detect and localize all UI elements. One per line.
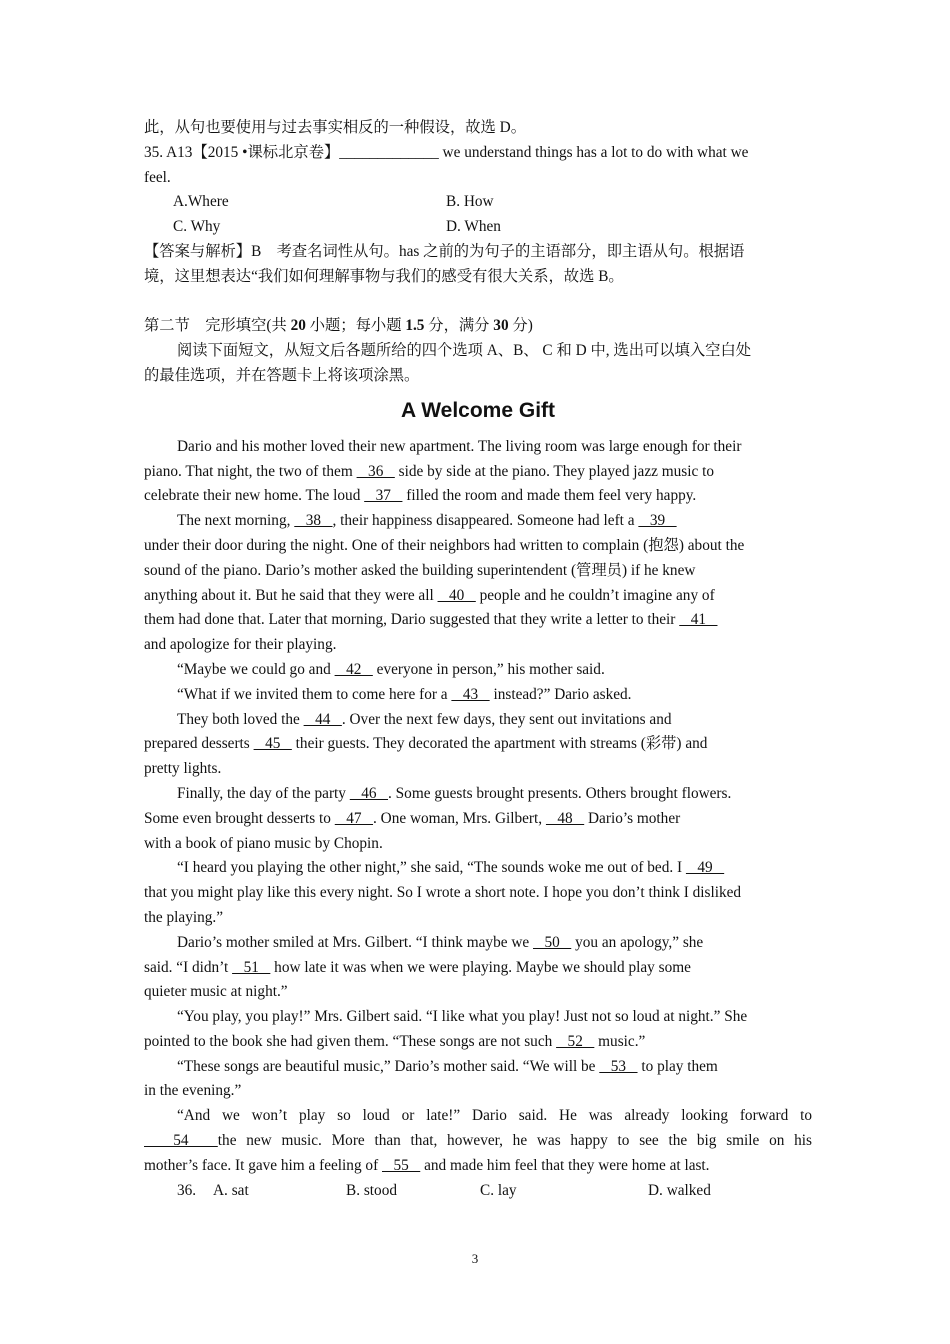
cloze-blank: 41 — [679, 611, 718, 629]
q35-stem-line2: feel. — [144, 168, 171, 186]
q34-analysis-tail: 此，从句也要使用与过去事实相反的一种假设，故选 D。 — [144, 119, 526, 136]
passage-line — [144, 1154, 812, 1179]
passage-text: piano. That night, the two of them — [144, 462, 357, 480]
passage-text: everyone in person,” his mother said. — [372, 660, 605, 678]
passage-line — [144, 732, 812, 757]
passage-text: with a book of piano music by Chopin. — [144, 834, 383, 852]
passage-line — [144, 658, 812, 683]
cloze-blank: 48 — [545, 809, 585, 827]
passage-text: how late it was when we were playing. Maybe we should play some — [270, 958, 691, 976]
passage-text: the new music. More than that, however, he was happy to see the big smile on his — [217, 1132, 812, 1150]
cloze-blank: 36 — [356, 462, 395, 480]
passage-text: pretty lights. — [144, 760, 222, 778]
q35-stem — [144, 141, 812, 166]
passage-text: pointed to the book she had given them. “These songs are not such — [144, 1032, 557, 1050]
passage-text: said. “I didn’t — [144, 958, 233, 976]
q36-option-c: C. lay — [480, 1181, 517, 1199]
passage-text: them had done that. Later that morning, Dario suggested that they write a letter to their — [144, 611, 680, 629]
cloze-blank: 43 — [451, 685, 490, 703]
q35-option-d: D. When — [446, 218, 501, 236]
cloze-blank: 55 — [382, 1156, 421, 1174]
passage-line — [144, 980, 812, 1005]
passage-text: filled the room and made them feel very happy. — [402, 487, 697, 505]
passage-line — [144, 906, 812, 931]
passage-text: Dario’s mother smiled at Mrs. Gilbert. “I think maybe we — [177, 933, 533, 951]
passage-line — [144, 832, 812, 857]
instruction-line1: 阅读下面短文，从短文后各题所给的四个选项 A、B、 C 和 D 中, 选出可以填入空白处 — [177, 342, 752, 360]
q36-option-b: B. stood — [346, 1181, 397, 1199]
passage-line — [144, 484, 812, 509]
passage-text: under their door during the night. One of their neighbors had written to complain (抱怨) about the — [144, 536, 745, 554]
cloze-blank: 45 — [253, 735, 292, 753]
passage-text: . Over the next few days, they sent out invitations and — [341, 710, 672, 728]
q35-analysis-line2: 境，这里想表达“我们如何理解事物与我们的感受有很大关系，故选 B。 — [144, 267, 624, 285]
heading-text: 小题；每小题 — [305, 317, 406, 335]
passage-text: and apologize for their playing. — [144, 636, 337, 654]
cloze-blank: 38 — [294, 512, 333, 530]
passage-text: to play them — [637, 1057, 718, 1075]
passage-line — [144, 881, 812, 906]
passage-text: Some even brought desserts to — [144, 809, 335, 827]
cloze-blank: 53 — [599, 1057, 638, 1075]
passage-line — [144, 683, 812, 708]
document-page — [144, 116, 812, 1203]
q35-options-row1 — [144, 190, 812, 215]
passage-line — [144, 460, 812, 485]
passage-line — [144, 608, 812, 633]
q36-number: 36. — [177, 1181, 197, 1199]
q35-option-a: A.Where — [173, 193, 229, 211]
passage-text: anything about it. But he said that they were all — [144, 586, 438, 604]
section-heading — [144, 314, 812, 339]
passage-text: their guests. They decorated the apartment with streams (彩带) and — [291, 735, 708, 753]
passage-text: , their happiness disappeared. Someone had left a — [332, 512, 639, 530]
passage-text: The next morning, — [177, 512, 295, 530]
q35-option-c: C. Why — [173, 218, 221, 236]
q35-options-row2 — [144, 215, 812, 240]
cloze-blank: 54 — [144, 1132, 218, 1150]
cloze-blank: 42 — [334, 660, 373, 678]
passage-line — [144, 782, 812, 807]
passage-line — [144, 1030, 812, 1055]
heading-total: 30 — [493, 317, 509, 335]
page-number: 3 — [471, 1251, 479, 1266]
passage-line — [144, 956, 812, 981]
passage-line — [144, 584, 812, 609]
q36-option-a: A. sat — [213, 1181, 249, 1199]
passage-text: celebrate their new home. The loud — [144, 487, 365, 505]
passage-line — [144, 435, 812, 460]
passage-text: “These songs are beautiful music,” Dario’s mother said. “We will be — [177, 1057, 600, 1075]
passage-text: They both loved the — [177, 710, 304, 728]
q36-options — [144, 1179, 812, 1204]
passage-text: . One woman, Mrs. Gilbert, — [373, 809, 546, 827]
passage-line — [144, 534, 812, 559]
passage-line — [144, 1055, 812, 1080]
passage-line — [144, 931, 812, 956]
passage-text: “You play, you play!” Mrs. Gilbert said. “I like what you play! Just not so loud at night.” She — [177, 1008, 748, 1026]
passage-line — [144, 757, 812, 782]
heading-text: 第二节 完形填空(共 — [144, 317, 291, 335]
cloze-blank: 40 — [437, 586, 476, 604]
passage-text: “What if we invited them to come here for a — [177, 685, 452, 703]
cloze-blank: 47 — [334, 809, 374, 827]
cloze-blank: 52 — [556, 1032, 595, 1050]
passage-line — [144, 1079, 812, 1104]
passage-line — [144, 1005, 812, 1030]
passage-text: “And we won’t play so loud or late!” Dario said. He was already looking forward to — [177, 1107, 812, 1125]
passage-line — [144, 559, 812, 584]
passage-line — [144, 856, 812, 881]
passage-text: people and he couldn’t imagine any of — [475, 586, 715, 604]
cloze-blank: 39 — [638, 512, 677, 530]
spacer — [144, 290, 812, 315]
passage-text: side by side at the piano. They played jazz music to — [394, 462, 714, 480]
cloze-blank: 51 — [232, 958, 271, 976]
passage-line — [144, 807, 812, 832]
passage-text: . Some guests brought presents. Others brought flowers. — [388, 784, 732, 802]
heading-text: 分，满分 — [424, 317, 494, 335]
cloze-blank: 44 — [303, 710, 342, 728]
q36-option-d: D. walked — [648, 1181, 711, 1199]
cloze-blank: 49 — [685, 859, 725, 877]
passage-line — [144, 1104, 812, 1129]
passage-text: the playing.” — [144, 908, 224, 926]
q35-prefix: 35. A13【2015 •课标北京卷】 — [144, 143, 340, 161]
cloze-blank: 50 — [533, 933, 572, 951]
passage-line — [144, 509, 812, 534]
q35-blank: _____________ — [339, 143, 439, 161]
passage-text: Dario and his mother loved their new apartment. The living room was large enough for their — [177, 437, 742, 455]
passage-line — [144, 708, 812, 733]
heading-text: 分) — [508, 317, 533, 335]
passage-title: A Welcome Gift — [400, 398, 556, 422]
passage-text: instead?” Dario asked. — [489, 685, 632, 703]
passage-text: sound of the piano. Dario’s mother asked the building superintendent (管理员) if he knew — [144, 561, 696, 579]
cloze-blank: 46 — [349, 784, 389, 802]
passage-text: that you might play like this every night. So I wrote a short note. I hope you don’t think I disliked — [144, 884, 742, 902]
q35-stem-rest: we understand things has a lot to do with what we — [438, 143, 749, 161]
passage-text: quieter music at night.” — [144, 983, 288, 1001]
passage-text: “I heard you playing the other night,” she said, “The sounds woke me out of bed. I — [177, 859, 686, 877]
passage-text: you an apology,” she — [571, 933, 704, 951]
instruction-line2: 的最佳选项，并在答题卡上将该项涂黑。 — [144, 366, 420, 384]
passage-text: “Maybe we could go and — [177, 660, 335, 678]
passage-line — [144, 633, 812, 658]
passage-text: and made him feel that they were home at last. — [420, 1156, 710, 1174]
passage-body — [144, 435, 812, 1179]
passage-text: in the evening.” — [144, 1082, 242, 1100]
q35-analysis-line1: 【答案与解析】B 考查名词性从句。has 之前的为句子的主语部分，即主语从句。根据语 — [144, 242, 745, 260]
passage-line — [144, 1129, 812, 1154]
heading-points-each: 1.5 — [405, 317, 425, 335]
passage-text: music.” — [594, 1032, 646, 1050]
cloze-blank: 37 — [364, 487, 403, 505]
passage-text: mother’s face. It gave him a feeling of — [144, 1156, 382, 1174]
passage-text: Finally, the day of the party — [177, 784, 350, 802]
heading-count: 20 — [290, 317, 306, 335]
passage-text: prepared desserts — [144, 735, 254, 753]
passage-text: Dario’s mother — [584, 809, 681, 827]
q35-option-b: B. How — [446, 193, 494, 211]
